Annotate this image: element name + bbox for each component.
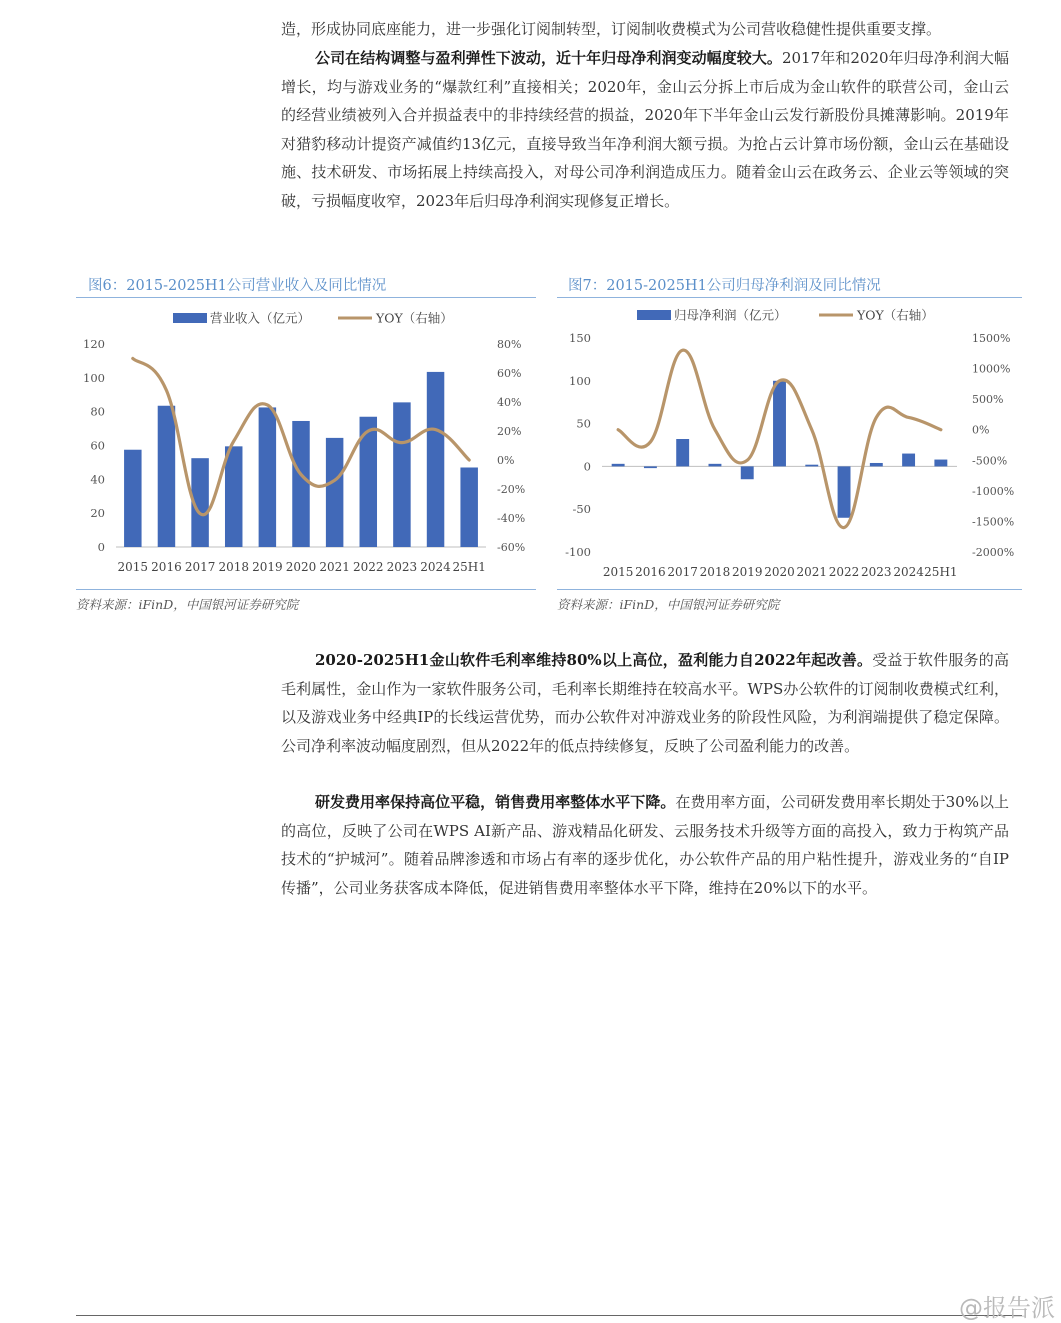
y-right-tick-label: -2000% <box>972 546 1015 559</box>
paragraph-text: 造，形成协同底座能力，进一步强化订阅制转型，订阅制收费模式为公司营收稳健性提供重要支撑。 <box>281 20 942 38</box>
y-right-tick-label: 1500% <box>972 332 1011 345</box>
bar <box>838 466 851 517</box>
y-right-tick-label: 0% <box>497 454 515 467</box>
bar <box>225 446 242 547</box>
y-left-tick-label: 150 <box>569 331 591 345</box>
y-right-tick-label: 1000% <box>972 362 1011 376</box>
paragraph-text: 2017年和2020年归母净利润大幅增长，均与游戏业务的“爆款红利”直接相关；2020年，金山云分拆上市后成为金山软件的联营公司，金山云的经营业绩被列入合并损益表中的非持续经营的损益，2020年下半年金山云发行新股份具摊薄影响。2019年对猎豹移动计提资产减值约13亿元，直接导致当年净利润大额亏损。为抢占云计算市场份额，金山云在基础设施、技术研发、市场拓展上持续高投入，对母公司净利润造成压力。随着金山云在政务云、企业云等领域的突破，亏损幅度收窄，2023年后归母净利润实现修复正增长。 <box>281 49 1009 210</box>
revenue-chart <box>76 300 536 585</box>
legend-bar-swatch <box>637 310 671 320</box>
x-tick-label: 2016 <box>151 560 182 574</box>
bar <box>934 460 947 467</box>
x-tick-label: 2019 <box>731 565 763 579</box>
y-left-tick-label: 120 <box>83 337 105 351</box>
y-left-tick-label: 60 <box>90 438 105 453</box>
paragraph-text: 受益于软件服务的高毛利属性，金山作为一家软件服务公司，毛利率长期维持在较高水平。WPS办公软件的订阅制收费模式红利，以及游戏业务中经典IP的长线运营优势，而办公软件对冲游戏业务的阶段性风险，为利润端提供了稳定保障。公司净利率波动幅度剧烈，但从2022年的低点持续修复，反映了公司盈利能力的改善。 <box>281 651 1009 755</box>
paragraph-net-profit <box>281 44 1009 215</box>
x-tick-label: 2021 <box>319 560 350 574</box>
legend-bar-label: 营业收入（亿元） <box>210 310 311 326</box>
y-left-tick-label: 80 <box>90 404 105 419</box>
watermark: @报告派 <box>959 1294 1055 1322</box>
figure-rule <box>557 297 1022 298</box>
bar <box>427 372 444 547</box>
y-right-tick-label: 80% <box>497 338 522 351</box>
x-tick-label: 2021 <box>796 565 828 579</box>
bar <box>326 438 343 547</box>
paragraph-lead: 公司在结构调整与盈利弹性下波动，近十年归母净利润变动幅度较大。 <box>315 49 782 67</box>
paragraph-text: 在费用率方面，公司研发费用率长期处于30%以上的高位，反映了公司在WPS AI新产品、游戏精品化研发、云服务技术升级等方面的高投入，致力于构筑产品技术的“护城河”。随着品牌渗透和市场占有率的逐步优化，办公软件产品的用户粘性提升，游戏业务的“自IP传播”，公司业务获客成本降低，促进销售费用率整体水平下降，维持在20%以下的水平。 <box>281 793 1009 897</box>
x-tick-label: 2022 <box>828 565 860 579</box>
y-right-tick-label: -1000% <box>972 484 1015 498</box>
source-note: 资料来源：iFinD，中国银河证券研究院 <box>76 597 299 612</box>
bar <box>124 450 141 547</box>
y-left-tick-label: 0 <box>97 540 105 554</box>
y-right-tick-label: -60% <box>497 541 526 554</box>
x-tick-label: 25H1 <box>452 560 486 574</box>
net-profit-chart <box>557 300 1022 585</box>
bar <box>773 381 786 467</box>
paragraph-lead: 2020-2025H1金山软件毛利率维持80%以上高位，盈利能力自2022年起改善。 <box>315 651 873 669</box>
legend-line-label: YOY（右轴） <box>857 307 934 323</box>
bar <box>709 464 722 467</box>
x-tick-label: 25H1 <box>924 565 958 579</box>
x-tick-label: 2015 <box>117 560 149 574</box>
figure-title: 图6：2015-2025H1公司营业收入及同比情况 <box>88 278 387 294</box>
x-tick-label: 2019 <box>252 560 283 574</box>
x-tick-label: 2024 <box>420 560 451 574</box>
x-tick-label: 2017 <box>184 560 216 574</box>
y-right-tick-label: 60% <box>497 367 522 380</box>
bar <box>805 465 818 467</box>
x-tick-label: 2023 <box>861 565 892 579</box>
figure-rule-bottom <box>76 589 536 590</box>
source-note: 资料来源：iFinD，中国银河证券研究院 <box>557 597 780 612</box>
x-tick-label: 2020 <box>285 560 317 574</box>
y-right-tick-label: 20% <box>497 425 522 438</box>
y-left-tick-label: 0 <box>583 459 591 474</box>
paragraph-gross-margin <box>281 646 1009 760</box>
figure-rule-bottom <box>557 589 1022 590</box>
x-tick-label: 2023 <box>386 560 418 574</box>
y-left-tick-label: -100 <box>565 545 591 559</box>
y-left-tick-label: 100 <box>83 370 105 385</box>
bar <box>158 406 175 547</box>
paragraph-expense-ratio <box>281 788 1009 902</box>
bar <box>259 407 276 547</box>
bar <box>741 466 754 479</box>
paragraph-lead: 研发费用率保持高位平稳，销售费用率整体水平下降。 <box>315 793 676 811</box>
bar <box>393 402 410 547</box>
y-right-tick-label: -20% <box>497 483 526 496</box>
bar <box>292 421 309 547</box>
bar <box>460 467 477 547</box>
y-left-tick-label: 100 <box>569 373 591 388</box>
y-right-tick-label: -40% <box>497 512 526 525</box>
x-tick-label: 2022 <box>352 560 384 574</box>
y-right-tick-label: 500% <box>972 393 1004 407</box>
x-tick-label: 2020 <box>764 565 795 579</box>
x-tick-label: 2016 <box>635 565 666 579</box>
legend-bar-label: 归母净利润（亿元） <box>674 307 787 323</box>
y-right-tick-label: 0% <box>972 423 990 437</box>
footer-rule <box>76 1315 1022 1316</box>
bar <box>870 463 883 466</box>
bar <box>612 464 625 467</box>
y-right-tick-label: 40% <box>497 396 522 409</box>
y-left-tick-label: 50 <box>576 416 591 431</box>
x-tick-label: 2024 <box>893 565 924 579</box>
legend-line-label: YOY（右轴） <box>376 310 453 326</box>
y-right-tick-label: -500% <box>972 454 1008 468</box>
bar <box>902 454 915 467</box>
y-right-tick-label: -1500% <box>972 515 1015 529</box>
legend-bar-swatch <box>173 313 207 323</box>
x-tick-label: 2017 <box>667 565 698 579</box>
y-left-tick-label: 20 <box>90 506 105 521</box>
bar <box>676 439 689 466</box>
x-tick-label: 2018 <box>218 560 250 574</box>
y-left-tick-label: 40 <box>90 472 105 487</box>
y-left-tick-label: -50 <box>572 502 591 517</box>
x-tick-label: 2018 <box>699 565 731 579</box>
paragraph-continuation <box>281 15 1009 44</box>
bar <box>644 466 657 468</box>
x-tick-label: 2015 <box>602 565 634 579</box>
figure-title: 图7：2015-2025H1公司归母净利润及同比情况 <box>568 278 881 294</box>
figure-rule <box>76 297 536 298</box>
